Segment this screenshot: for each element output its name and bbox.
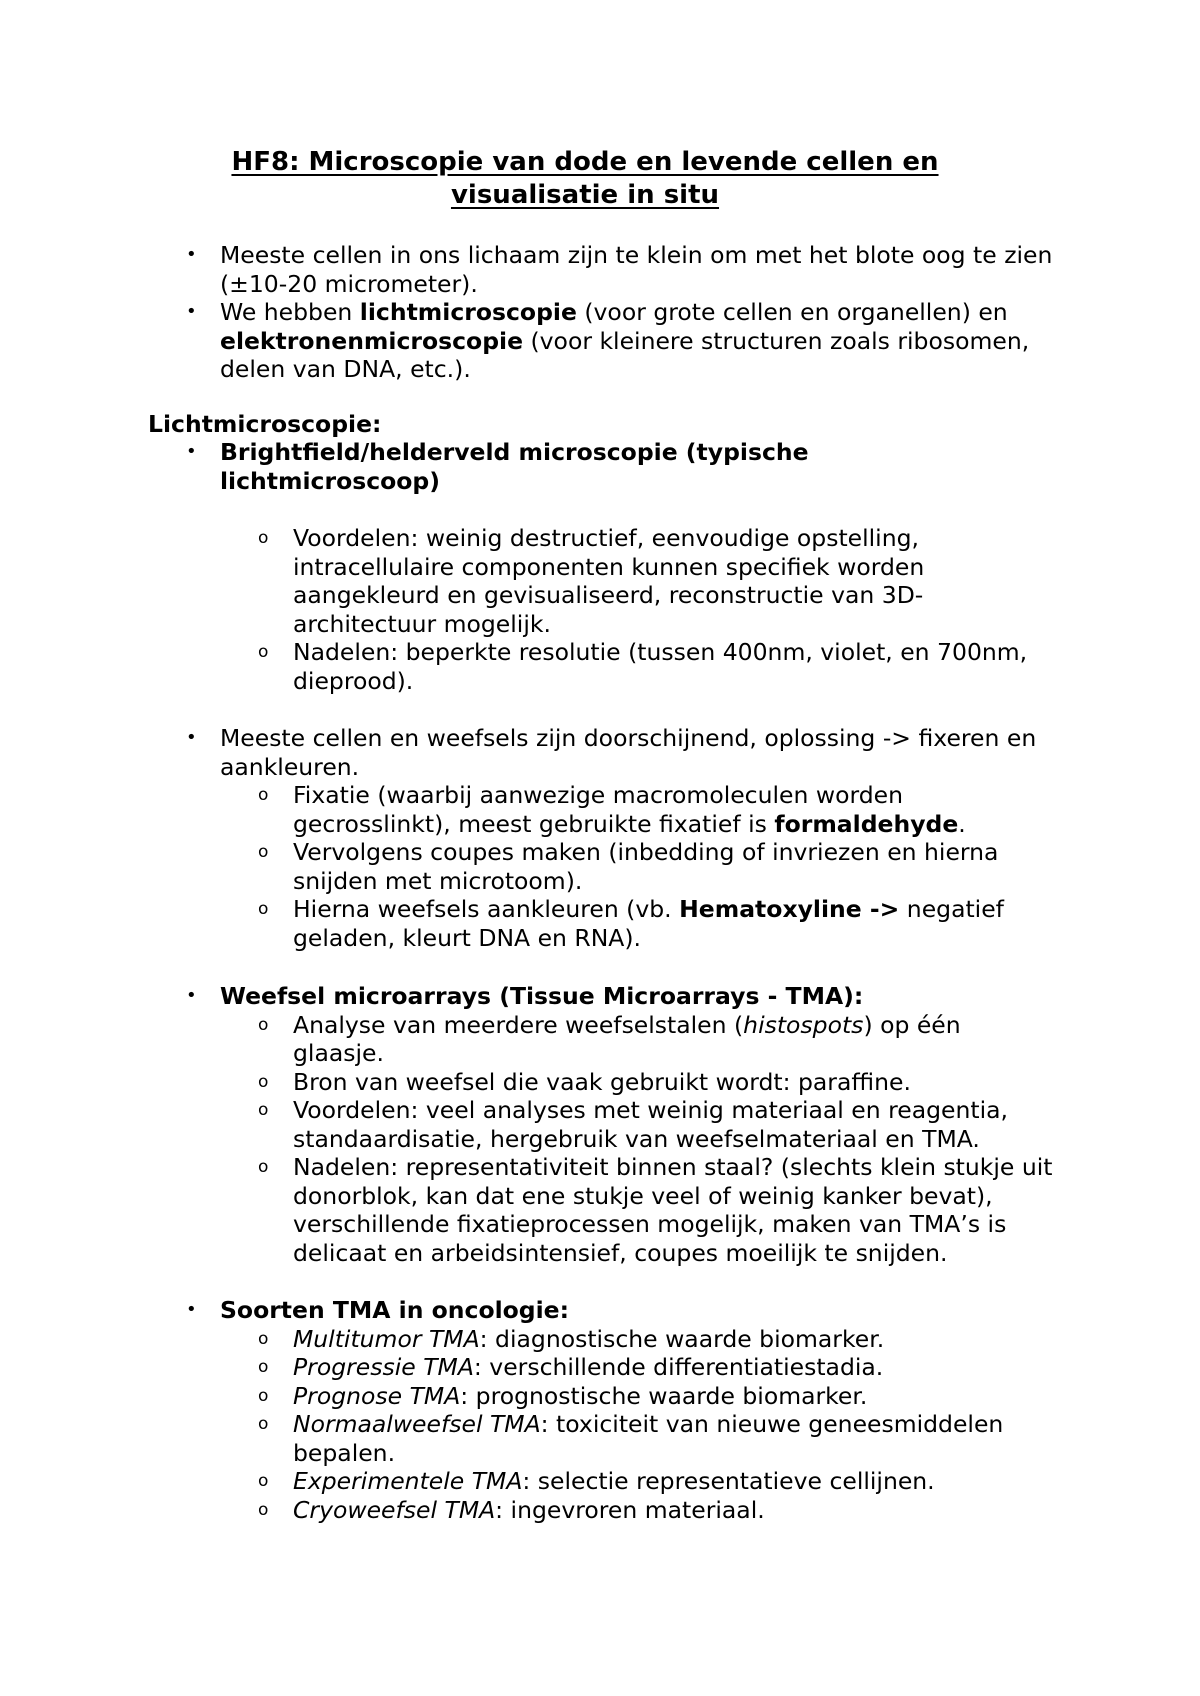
sub-list-item: o Prognose TMA: prognostische waarde biomarker. <box>258 1381 868 1410</box>
sub-list-item: o Nadelen: beperkte resolutie (tussen 400nm, violet, en 700nm, dieprood). <box>258 638 1028 695</box>
bullet: • <box>186 1299 197 1320</box>
sub-bullet: o <box>258 1385 269 1406</box>
sub-list-item: o Voordelen: weinig destructief, eenvoudige opstelling, intracellulaire componenten kunnen specifiek worden aangekleurd en gevisualiseerd, reconstructie van 3D-architectuur mogelijk. <box>258 524 925 638</box>
list-item: • Meeste cellen in ons lichaam zijn te klein om met het blote oog te zien (±10-20 micrometer). <box>186 241 1053 298</box>
sub-bullet: o <box>258 1414 269 1434</box>
sub-list-item: o Fixatie (waarbij aanwezige macromoleculen worden gecrosslinkt), meest gebruikte fixatief is formaldehyde. <box>258 781 966 838</box>
sub-bullet: o <box>258 1100 269 1120</box>
sub-list-item: o Normaalweefsel TMA: toxiciteit van nieuwe geneesmiddelen bepalen. <box>258 1410 1004 1467</box>
sub-list-item: o Experimentele TMA: selectie representatieve cellijnen. <box>258 1467 935 1495</box>
sub-bullet: o <box>258 899 269 919</box>
sub-bullet: o <box>258 1071 269 1092</box>
sub-list-item: o Nadelen: representativiteit binnen staal? (slechts klein stukje uit donorblok, kan dat ene stukje veel of weinig kanker bevat), verschillende fixatieprocessen mogelijk, maken van TMA’s is delicaat en arbeidsintensief, coupes moeilijk te snijden. <box>258 1153 1053 1267</box>
tma-section <box>0 982 1200 1267</box>
sub-bullet: o <box>258 842 269 862</box>
section-heading: Lichtmicroscopie: <box>148 410 382 438</box>
sub-bullet: o <box>258 528 269 548</box>
sub-bullet: o <box>258 1014 269 1035</box>
sub-bullet: o <box>258 1471 269 1491</box>
bullet: • <box>186 985 197 1006</box>
sub-bullet: o <box>258 1328 269 1349</box>
sub-bullet: o <box>258 1499 269 1520</box>
brightfield-sublist <box>0 524 1200 695</box>
list-item: • Soorten TMA in oncologie: <box>186 1296 570 1324</box>
sub-list-item: o Vervolgens coupes maken (inbedding of invriezen en hierna snijden met microtoom). <box>258 838 999 895</box>
list-item: • Weefsel microarrays (Tissue Microarrays - TMA): <box>186 982 864 1010</box>
list-item: • We hebben lichtmicroscopie (voor grote cellen en organellen) en elektronenmicroscopie (voor kleinere structuren zoals ribosomen, delen van DNA, etc.). <box>186 298 1030 383</box>
bullet: • <box>186 244 197 265</box>
sub-list-item: o Voordelen: veel analyses met weinig materiaal en reagentia, standaardisatie, hergebruik van weefselmateriaal en TMA. <box>258 1096 1008 1153</box>
bullet: • <box>186 441 197 462</box>
sub-list-item: o Multitumor TMA: diagnostische waarde biomarker. <box>258 1324 885 1353</box>
sub-bullet: o <box>258 1357 269 1377</box>
tma-types-section <box>0 1296 1200 1524</box>
sub-list-item: o Bron van weefsel die vaak gebruikt wordt: paraffine. <box>258 1067 911 1096</box>
sub-list-item: o Progressie TMA: verschillende differentiatiestadia. <box>258 1353 884 1381</box>
bullet: • <box>186 727 197 748</box>
intro-list <box>0 241 1200 384</box>
document-title: HF8: Microscopie van dode en levende cellen en visualisatie in situ <box>231 147 939 210</box>
sub-bullet: o <box>258 785 269 805</box>
sub-list-item: o Cryoweefsel TMA: ingevroren materiaal. <box>258 1495 765 1524</box>
brightfield-section <box>0 438 1200 495</box>
sub-list-item: o Analyse van meerdere weefselstalen (histospots) op één glaasje. <box>258 1010 961 1067</box>
list-item: • Brightfield/helderveld microscopie (typische lichtmicroscoop) <box>186 438 809 495</box>
sub-bullet: o <box>258 642 269 662</box>
sub-list-item: o Hierna weefsels aankleuren (vb. Hematoxyline -> negatief geladen, kleurt DNA en RNA). <box>258 895 1004 952</box>
fixation-section <box>0 724 1200 952</box>
list-item: • Meeste cellen en weefsels zijn doorschijnend, oplossing -> fixeren en aankleuren. <box>186 724 1037 781</box>
sub-bullet: o <box>258 1157 269 1177</box>
bullet: • <box>186 301 197 322</box>
